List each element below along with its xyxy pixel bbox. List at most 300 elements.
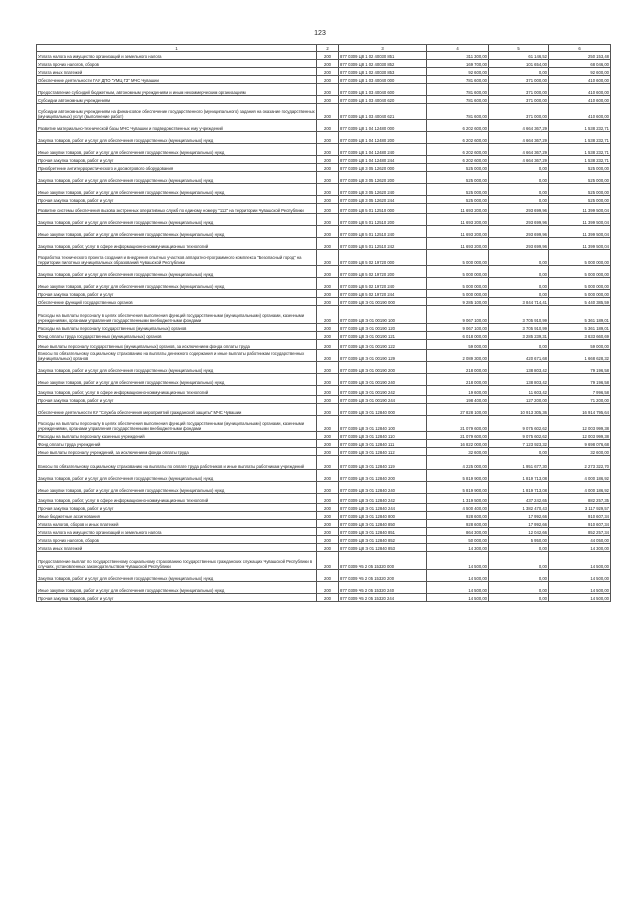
row-remaining: 2 273 322,70 <box>549 456 611 470</box>
row-kbk: 877 0309 Ц8 5 01 12510 242 <box>339 238 427 250</box>
row-executed: 371 000,00 <box>489 76 549 84</box>
row-executed: 293 699,96 <box>489 204 549 214</box>
table-row <box>37 350 611 362</box>
row-executed: 0,00 <box>489 278 549 290</box>
budget-execution-table <box>36 44 611 602</box>
row-executed: 61 146,52 <box>489 52 549 60</box>
row-approved: 14 500,00 <box>427 570 489 582</box>
row-executed: 371 000,00 <box>489 104 549 120</box>
column-header: 2 <box>317 45 339 52</box>
row-executed: 12 042,66 <box>489 528 549 536</box>
row-code: 200 <box>317 482 339 494</box>
row-executed: 0,00 <box>489 172 549 184</box>
table-row <box>37 196 611 204</box>
table-row <box>37 374 611 386</box>
table-row <box>37 290 611 298</box>
row-name: Закупка товаров, работ и услуг для обеспечения государственных (муниципальных) нужд <box>37 132 317 144</box>
row-approved: 5 000 000,00 <box>427 266 489 278</box>
table-row <box>37 96 611 104</box>
row-code: 200 <box>317 68 339 76</box>
row-executed: 0,00 <box>489 340 549 350</box>
row-approved: 5 000 000,00 <box>427 250 489 266</box>
row-remaining: 11 399 500,04 <box>549 226 611 238</box>
row-code: 200 <box>317 594 339 602</box>
table-row <box>37 132 611 144</box>
row-remaining: 14 300,00 <box>549 544 611 552</box>
row-kbk: 877 0309 Ц8 Э 01 12840 851 <box>339 528 427 536</box>
row-executed: 1 819 713,08 <box>489 482 549 494</box>
row-kbk: 877 0309 Ц8 1 04 12480 000 <box>339 120 427 132</box>
row-kbk: 877 0309 Ц8 Э 01 12840 119 <box>339 456 427 470</box>
row-code: 200 <box>317 552 339 570</box>
table-row <box>37 278 611 290</box>
row-approved: 311 300,00 <box>427 52 489 60</box>
row-kbk: 877 0309 Ц8 Э 01 00190 100 <box>339 306 427 324</box>
row-code: 200 <box>317 266 339 278</box>
row-executed: 17 992,66 <box>489 520 549 528</box>
row-remaining: 5 000 000,00 <box>549 266 611 278</box>
row-code: 200 <box>317 60 339 68</box>
row-name: Иные выплаты персоналу учреждений, за исключением фонда оплаты труда <box>37 448 317 456</box>
row-code: 200 <box>317 184 339 196</box>
row-name: Обеспечение деятельности КУ "Служба обеспечения мероприятий гражданской защиты" МЧС Чувашии <box>37 404 317 416</box>
row-kbk: 877 0309 Ц8 1 04 12480 200 <box>339 132 427 144</box>
row-remaining: 14 500,00 <box>549 594 611 602</box>
row-executed: 1 819 713,08 <box>489 470 549 482</box>
row-kbk: 877 0309 Ц8 3 05 12620 200 <box>339 172 427 184</box>
row-executed: 3 285 239,31 <box>489 332 549 340</box>
row-kbk: 877 0309 Ц8 Э 01 12840 112 <box>339 448 427 456</box>
row-executed: 3 844 714,41 <box>489 298 549 306</box>
row-executed: 293 699,96 <box>489 214 549 226</box>
row-approved: 781 600,00 <box>427 96 489 104</box>
row-executed: 7 123 923,32 <box>489 440 549 448</box>
row-code: 200 <box>317 396 339 404</box>
row-kbk: 877 0309 Ц8 Э 01 12840 853 <box>339 544 427 552</box>
row-code: 200 <box>317 386 339 396</box>
row-remaining: 71 200,00 <box>549 396 611 404</box>
row-approved: 525 000,00 <box>427 172 489 184</box>
table-body <box>37 52 611 602</box>
row-approved: 5 819 900,00 <box>427 470 489 482</box>
table-row <box>37 332 611 340</box>
row-code: 200 <box>317 332 339 340</box>
row-approved: 6 202 600,00 <box>427 144 489 156</box>
row-approved: 169 700,00 <box>427 60 489 68</box>
table-row <box>37 340 611 350</box>
row-approved: 14 300,00 <box>427 544 489 552</box>
row-kbk: 877 0309 Ц8 1 03 40040 000 <box>339 76 427 84</box>
row-kbk: 877 0309 Ц8 Э 01 00190 122 <box>339 340 427 350</box>
row-approved: 9 285 100,00 <box>427 298 489 306</box>
row-name: Иные закупки товаров, работ и услуг для обеспечения государственных (муниципальных) нужд <box>37 144 317 156</box>
row-approved: 218 000,00 <box>427 374 489 386</box>
table-row <box>37 482 611 494</box>
row-approved: 218 000,00 <box>427 362 489 374</box>
row-name: Фонд оплаты труда учреждений <box>37 440 317 448</box>
row-approved: 5 000 000,00 <box>427 290 489 298</box>
row-remaining: 11 399 500,04 <box>549 214 611 226</box>
table-row <box>37 512 611 520</box>
row-kbk: 877 0309 Ц8 3 05 12620 244 <box>339 196 427 204</box>
row-remaining: 4 000 186,92 <box>549 470 611 482</box>
table-row <box>37 214 611 226</box>
row-kbk: 877 0309 Ц8 1 02 40030 853 <box>339 68 427 76</box>
row-code: 200 <box>317 96 339 104</box>
row-executed: 437 242,65 <box>489 494 549 504</box>
row-executed: 0,00 <box>489 544 549 552</box>
row-remaining: 92 600,00 <box>549 68 611 76</box>
row-name: Иные закупки товаров, работ и услуг для обеспечения государственных (муниципальных) нужд <box>37 582 317 594</box>
row-kbk: 877 0309 Ц8 1 03 40040 620 <box>339 96 427 104</box>
table-row <box>37 76 611 84</box>
row-kbk: 877 0309 Ц8 5 02 19720 000 <box>339 250 427 266</box>
row-executed: 3 705 910,99 <box>489 306 549 324</box>
row-executed: 4 664 367,29 <box>489 120 549 132</box>
row-remaining: 5 000 000,00 <box>549 250 611 266</box>
row-remaining: 5 000 000,00 <box>549 278 611 290</box>
row-kbk: 877 0309 Ц8 5 02 19720 200 <box>339 266 427 278</box>
table-row <box>37 416 611 432</box>
row-code: 200 <box>317 214 339 226</box>
row-name: Предоставление выплат по государственному социальному страхованию государственных гражданских служащих Чувашской Республики в случаях, установленных законодательством Чувашской Республики <box>37 552 317 570</box>
row-remaining: 14 500,00 <box>549 570 611 582</box>
row-code: 200 <box>317 456 339 470</box>
row-approved: 21 079 600,00 <box>427 416 489 432</box>
table-row <box>37 440 611 448</box>
table-row <box>37 470 611 482</box>
row-approved: 16 822 000,00 <box>427 440 489 448</box>
row-remaining: 5 000 000,00 <box>549 290 611 298</box>
row-name: Уплата иных платежей <box>37 544 317 552</box>
row-executed: 4 664 367,29 <box>489 132 549 144</box>
row-remaining: 410 600,00 <box>549 84 611 96</box>
row-name: Развитие системы обеспечения вызова экстренных оперативных служб по единому номеру "112" на территории Чувашской Республики <box>37 204 317 214</box>
row-executed: 0,00 <box>489 290 549 298</box>
row-kbk: 877 0309 Ч5 2 05 15320 244 <box>339 594 427 602</box>
row-approved: 1 319 500,00 <box>427 494 489 504</box>
row-approved: 11 693 200,00 <box>427 204 489 214</box>
table-row <box>37 456 611 470</box>
row-remaining: 5 361 189,01 <box>549 306 611 324</box>
row-executed: 0,00 <box>489 552 549 570</box>
row-approved: 27 828 100,00 <box>427 404 489 416</box>
row-executed: 101 654,00 <box>489 60 549 68</box>
row-approved: 11 693 200,00 <box>427 226 489 238</box>
row-code: 200 <box>317 350 339 362</box>
row-name: Субсидии автономным учреждениям на финансовое обеспечение государственного (муниципального) задания на оказание государственных (муниципальных) услуг (выполнение работ) <box>37 104 317 120</box>
row-approved: 781 600,00 <box>427 104 489 120</box>
row-approved: 781 600,00 <box>427 84 489 96</box>
row-name: Прочая закупка товаров, работ и услуг <box>37 396 317 404</box>
table-row <box>37 396 611 404</box>
row-name: Обеспечение функций государственных органов <box>37 298 317 306</box>
row-approved: 14 500,00 <box>427 582 489 594</box>
row-approved: 5 819 900,00 <box>427 482 489 494</box>
row-name: Закупка товаров, работ и услуг для обеспечения государственных (муниципальных) нужд <box>37 362 317 374</box>
row-approved: 19 600,00 <box>427 386 489 396</box>
row-approved: 6 202 600,00 <box>427 132 489 144</box>
row-code: 200 <box>317 52 339 60</box>
row-code: 200 <box>317 340 339 350</box>
row-approved: 14 500,00 <box>427 594 489 602</box>
row-approved: 525 000,00 <box>427 164 489 172</box>
row-code: 200 <box>317 504 339 512</box>
row-remaining: 14 500,00 <box>549 582 611 594</box>
row-approved: 6 202 600,00 <box>427 156 489 164</box>
row-kbk: 877 0309 Ц8 5 02 19720 244 <box>339 290 427 298</box>
row-remaining: 1 538 232,71 <box>549 120 611 132</box>
row-name: Закупка товаров, работ и услуг для обеспечения государственных (муниципальных) нужд <box>37 570 317 582</box>
row-name: Иные закупки товаров, работ и услуг для обеспечения государственных (муниципальных) нужд <box>37 374 317 386</box>
row-name: Взносы по обязательному социальному страхованию на выплаты по оплате труда работников и иные выплаты работникам учреждений <box>37 456 317 470</box>
row-code: 200 <box>317 416 339 432</box>
row-executed: 0,00 <box>489 184 549 196</box>
row-code: 200 <box>317 470 339 482</box>
table-row <box>37 494 611 504</box>
table-row <box>37 582 611 594</box>
row-executed: 0,00 <box>489 196 549 204</box>
row-remaining: 16 914 795,64 <box>549 404 611 416</box>
row-name: Прочая закупка товаров, работ и услуг <box>37 504 317 512</box>
row-remaining: 44 050,00 <box>549 536 611 544</box>
table-row <box>37 298 611 306</box>
table-row <box>37 144 611 156</box>
row-approved: 928 600,00 <box>427 512 489 520</box>
row-kbk: 877 0309 Ц8 5 01 12510 000 <box>339 204 427 214</box>
row-code: 200 <box>317 250 339 266</box>
table-row <box>37 226 611 238</box>
row-kbk: 877 0309 Ц8 Э 01 12840 850 <box>339 520 427 528</box>
row-kbk: 877 0309 Ц8 Э 01 12840 242 <box>339 494 427 504</box>
table-row <box>37 172 611 184</box>
row-executed: 11 603,42 <box>489 386 549 396</box>
row-kbk: 877 0309 Ц8 Э 01 00190 121 <box>339 332 427 340</box>
row-name: Уплата налогов, сборов и иных платежей <box>37 520 317 528</box>
row-approved: 50 000,00 <box>427 536 489 544</box>
row-approved: 928 600,00 <box>427 520 489 528</box>
page-number: 123 <box>314 30 326 37</box>
table-row <box>37 156 611 164</box>
row-code: 200 <box>317 204 339 214</box>
row-remaining: 14 500,00 <box>549 552 611 570</box>
table-row <box>37 404 611 416</box>
row-name: Иные закупки товаров, работ и услуг для обеспечения государственных (муниципальных) нужд <box>37 278 317 290</box>
row-code: 200 <box>317 536 339 544</box>
row-remaining: 32 600,00 <box>549 448 611 456</box>
row-code: 200 <box>317 290 339 298</box>
row-kbk: 877 0309 Ц8 5 01 12510 240 <box>339 226 427 238</box>
row-kbk: 877 0309 Ц8 Э 01 00190 120 <box>339 324 427 332</box>
row-approved: 4 225 000,00 <box>427 456 489 470</box>
row-code: 200 <box>317 120 339 132</box>
row-kbk: 877 0309 Ц8 1 03 40040 621 <box>339 104 427 120</box>
row-name: Прочая закупка товаров, работ и услуг <box>37 594 317 602</box>
row-kbk: 877 0309 Ц8 Э 01 00190 242 <box>339 386 427 396</box>
table-row <box>37 324 611 332</box>
row-approved: 14 500,00 <box>427 552 489 570</box>
row-remaining: 11 399 500,04 <box>549 238 611 250</box>
row-executed: 293 699,96 <box>489 226 549 238</box>
row-name: Закупка товаров, работ и услуг для обеспечения государственных (муниципальных) нужд <box>37 214 317 226</box>
row-code: 200 <box>317 570 339 582</box>
row-executed: 17 992,66 <box>489 512 549 520</box>
row-code: 200 <box>317 84 339 96</box>
row-remaining: 410 600,00 <box>549 76 611 84</box>
row-name: Прочая закупка товаров, работ и услуг <box>37 156 317 164</box>
row-kbk: 877 0309 Ц8 1 02 40030 852 <box>339 60 427 68</box>
row-code: 200 <box>317 324 339 332</box>
row-remaining: 525 000,00 <box>549 172 611 184</box>
row-name: Расходы на выплаты персоналу в целях обеспечения выполнения функций государственными (муниципальными) органами, казенными учреждениями, органами управления государственными внебюджетными фондами <box>37 416 317 432</box>
table-row <box>37 250 611 266</box>
row-remaining: 410 600,00 <box>549 104 611 120</box>
table-row <box>37 536 611 544</box>
column-header: 3 <box>339 45 427 52</box>
row-name: Уплата прочих налогов, сборов <box>37 60 317 68</box>
table-row <box>37 52 611 60</box>
row-executed: 0,00 <box>489 266 549 278</box>
row-name: Расходы на выплаты персоналу казенных учреждений <box>37 432 317 440</box>
row-kbk: 877 0309 Ц8 Э 01 00190 240 <box>339 374 427 386</box>
row-code: 200 <box>317 512 339 520</box>
row-remaining: 79 196,58 <box>549 362 611 374</box>
row-kbk: 877 0309 Ц8 Э 01 12840 200 <box>339 470 427 482</box>
table-row <box>37 552 611 570</box>
table-row <box>37 432 611 440</box>
row-executed: 9 075 602,62 <box>489 432 549 440</box>
row-name: Уплата иных платежей <box>37 68 317 76</box>
row-code: 200 <box>317 164 339 172</box>
row-remaining: 12 003 999,38 <box>549 432 611 440</box>
row-kbk: 877 0309 Ц8 Э 01 12840 111 <box>339 440 427 448</box>
table-row <box>37 386 611 396</box>
row-executed: 293 699,96 <box>489 238 549 250</box>
row-kbk: 877 0309 Ц8 1 03 40040 600 <box>339 84 427 96</box>
row-approved: 198 400,00 <box>427 396 489 404</box>
row-executed: 0,00 <box>489 582 549 594</box>
row-name: Закупка товаров, работ, услуг в сфере информационно-коммуникационных технологий <box>37 494 317 504</box>
row-executed: 371 000,00 <box>489 84 549 96</box>
row-remaining: 525 000,00 <box>549 164 611 172</box>
row-remaining: 3 117 929,57 <box>549 504 611 512</box>
row-kbk: 877 0309 Ц8 Э 01 12840 110 <box>339 432 427 440</box>
column-header: 4 <box>427 45 489 52</box>
row-executed: 4 664 367,29 <box>489 156 549 164</box>
row-approved: 21 079 600,00 <box>427 432 489 440</box>
row-name: Прочая закупка товаров, работ и услуг <box>37 290 317 298</box>
row-remaining: 59 000,00 <box>549 340 611 350</box>
row-code: 200 <box>317 440 339 448</box>
row-executed: 138 803,42 <box>489 374 549 386</box>
row-executed: 0,00 <box>489 448 549 456</box>
row-name: Субсидии автономным учреждениям <box>37 96 317 104</box>
column-header: 1 <box>37 45 317 52</box>
row-name: Взносы по обязательному социальному страхованию на выплаты денежного содержания и иные выплаты работникам государственных (муниципальных) органов <box>37 350 317 362</box>
table-row <box>37 594 611 602</box>
row-remaining: 68 046,00 <box>549 60 611 68</box>
row-remaining: 12 003 999,38 <box>549 416 611 432</box>
row-code: 200 <box>317 278 339 290</box>
row-name: Иные закупки товаров, работ и услуг для обеспечения государственных (муниципальных) нужд <box>37 226 317 238</box>
row-executed: 0,00 <box>489 164 549 172</box>
row-approved: 4 500 400,00 <box>427 504 489 512</box>
table-header-row <box>37 45 611 52</box>
row-remaining: 7 996,58 <box>549 386 611 396</box>
row-remaining: 410 600,00 <box>549 96 611 104</box>
row-executed: 371 000,00 <box>489 96 549 104</box>
row-remaining: 250 153,48 <box>549 52 611 60</box>
row-executed: 9 075 602,62 <box>489 416 549 432</box>
table-row <box>37 266 611 278</box>
row-name: Закупка товаров, работ и услуг для обеспечения государственных (муниципальных) нужд <box>37 266 317 278</box>
row-code: 200 <box>317 226 339 238</box>
row-executed: 138 803,42 <box>489 362 549 374</box>
row-approved: 781 600,00 <box>427 76 489 84</box>
row-kbk: 877 0309 Ц8 Э 01 12840 100 <box>339 416 427 432</box>
row-kbk: 877 0309 Ч5 2 05 15320 200 <box>339 570 427 582</box>
row-executed: 0,00 <box>489 250 549 266</box>
row-code: 200 <box>317 544 339 552</box>
row-name: Приобретение антитеррористического и досмотрового оборудования <box>37 164 317 172</box>
row-executed: 1 382 470,43 <box>489 504 549 512</box>
row-name: Иные бюджетные ассигнования <box>37 512 317 520</box>
column-header: 5 <box>489 45 549 52</box>
row-code: 200 <box>317 156 339 164</box>
row-code: 200 <box>317 298 339 306</box>
row-remaining: 1 538 232,71 <box>549 144 611 156</box>
row-remaining: 910 607,34 <box>549 520 611 528</box>
row-kbk: 877 0309 Ц8 1 04 12480 244 <box>339 156 427 164</box>
row-remaining: 9 698 076,68 <box>549 440 611 448</box>
row-remaining: 1 668 628,32 <box>549 350 611 362</box>
table-row <box>37 520 611 528</box>
row-remaining: 1 538 232,71 <box>549 156 611 164</box>
table-row <box>37 570 611 582</box>
row-remaining: 882 257,35 <box>549 494 611 504</box>
row-kbk: 877 0309 Ц8 Э 01 12840 240 <box>339 482 427 494</box>
table-row <box>37 448 611 456</box>
table-row <box>37 362 611 374</box>
row-approved: 11 693 200,00 <box>427 238 489 250</box>
row-code: 200 <box>317 238 339 250</box>
row-code: 200 <box>317 432 339 440</box>
row-name: Предоставление субсидий бюджетным, автономным учреждениям и иным некоммерческим организациям <box>37 84 317 96</box>
row-executed: 420 671,68 <box>489 350 549 362</box>
row-approved: 525 000,00 <box>427 196 489 204</box>
row-approved: 864 300,00 <box>427 528 489 536</box>
row-approved: 6 202 600,00 <box>427 120 489 132</box>
row-name: Иные закупки товаров, работ и услуг для обеспечения государственных (муниципальных) нужд <box>37 482 317 494</box>
table-row <box>37 120 611 132</box>
row-kbk: 877 0309 Ц8 Э 01 00190 129 <box>339 350 427 362</box>
table-row <box>37 104 611 120</box>
row-executed: 5 950,00 <box>489 536 549 544</box>
row-remaining: 525 000,00 <box>549 196 611 204</box>
row-code: 200 <box>317 374 339 386</box>
row-approved: 32 600,00 <box>427 448 489 456</box>
row-remaining: 5 361 189,01 <box>549 324 611 332</box>
row-approved: 59 000,00 <box>427 340 489 350</box>
table-row <box>37 544 611 552</box>
row-remaining: 5 440 385,59 <box>549 298 611 306</box>
row-name: Расходы на выплаты персоналу государственных (муниципальных) органов <box>37 324 317 332</box>
row-approved: 6 018 000,00 <box>427 332 489 340</box>
row-code: 200 <box>317 196 339 204</box>
row-code: 200 <box>317 306 339 324</box>
row-name: Расходы на выплаты персоналу в целях обеспечения выполнения функций государственными (муниципальными) органами, казенными учреждениями, органами управления государственными внебюджетными фондами <box>37 306 317 324</box>
row-executed: 1 951 677,30 <box>489 456 549 470</box>
